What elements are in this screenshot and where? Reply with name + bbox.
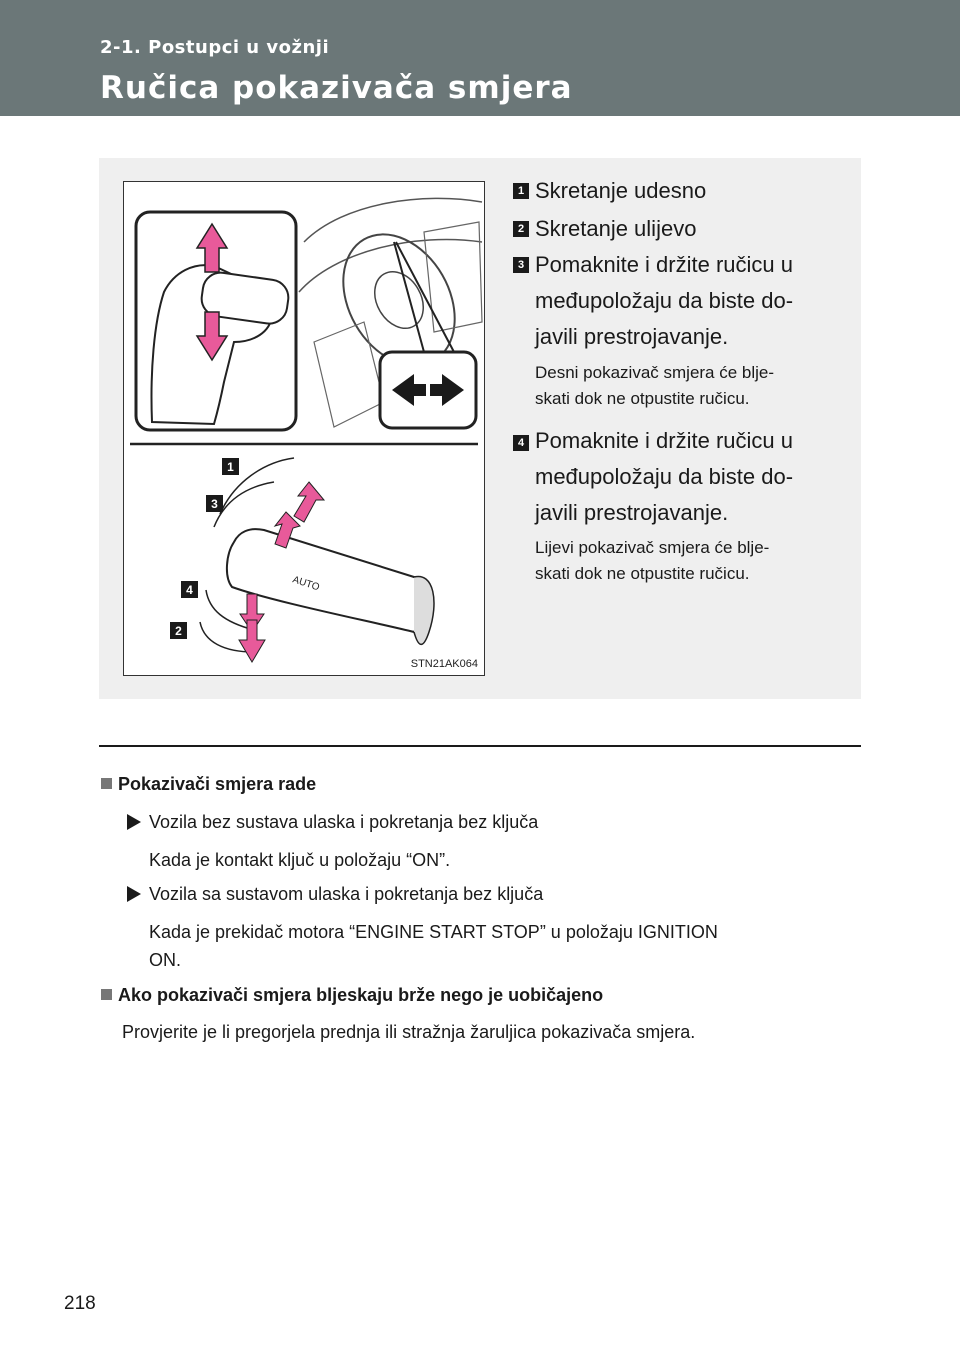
figure-label-3 bbox=[206, 495, 223, 512]
arrow-up-right-icon bbox=[294, 482, 324, 522]
note-item-2-line-2: ON. bbox=[149, 950, 182, 970]
note-item-1: Vozila bez sustava ulaska i pokretanja bez ključa bbox=[149, 812, 539, 832]
lever-auto-label: AUTO bbox=[291, 574, 321, 594]
caption-3-line-3: javili prestrojavanje. bbox=[535, 324, 729, 349]
caption-number-2: 2 bbox=[513, 221, 529, 237]
figure-label-4 bbox=[181, 581, 198, 598]
callout-line bbox=[396, 242, 454, 352]
figure-label-2 bbox=[170, 622, 187, 639]
figure-code: STN21AK064 bbox=[410, 658, 478, 670]
caption-4-line-1: Pomaknite i držite ručicu u bbox=[535, 428, 793, 453]
caption-4-line-2: međupoložaju da biste do- bbox=[535, 464, 794, 489]
lever-base bbox=[414, 576, 434, 644]
section-divider bbox=[99, 745, 861, 747]
note-heading-1-text: Pokazivači smjera rade bbox=[118, 774, 317, 794]
caption-4-line-3: javili prestrojavanje. bbox=[535, 500, 729, 525]
dashboard-panel bbox=[314, 322, 384, 427]
square-bullet-icon bbox=[101, 778, 112, 789]
caption-1-text: Skretanje udesno bbox=[535, 178, 707, 203]
svg-text:2: 2 bbox=[175, 624, 182, 638]
caption-3-line-1: Pomaknite i držite ručicu u bbox=[535, 252, 793, 277]
note-heading-2-text: Ako pokazivači smjera bljeskaju brže nego je uobičajeno bbox=[118, 985, 604, 1005]
turn-signal-illustration bbox=[123, 181, 485, 676]
caption-4-note-line-2: skati dok ne otpustite ručicu. bbox=[535, 564, 750, 583]
note-heading-2-text-body: Provjerite je li pregorjela prednja ili stražnja žaruljica pokazivača smjera. bbox=[122, 1022, 696, 1042]
note-heading-2 bbox=[101, 985, 603, 1006]
caption-3-note-line-2: skati dok ne otpustite ručicu. bbox=[535, 389, 750, 408]
section-label: 2-1. Postupci u vožnji bbox=[100, 37, 330, 58]
triangle-bullet-icon bbox=[127, 814, 141, 830]
svg-text:4: 4 bbox=[186, 583, 193, 597]
illustration-svg bbox=[124, 182, 484, 675]
note-item-2-line-1: Kada je prekidač motora “ENGINE START STOP” u položaju IGNITION bbox=[149, 922, 718, 942]
note-heading-1 bbox=[101, 774, 316, 795]
caption-number-1: 1 bbox=[513, 183, 529, 199]
page-number: 218 bbox=[64, 1293, 96, 1314]
dashboard-line bbox=[299, 239, 482, 292]
triangle-bullet-icon bbox=[127, 886, 141, 902]
svg-text:3: 3 bbox=[211, 497, 218, 511]
page-title: Ručica pokazivača smjera bbox=[100, 70, 573, 106]
callout-line bbox=[394, 242, 424, 352]
caption-3-note-line-1: Desni pokazivač smjera će blje- bbox=[535, 363, 775, 382]
caption-3-line-2: međupoložaju da biste do- bbox=[535, 288, 794, 313]
steering-hub bbox=[365, 263, 433, 337]
figure-label-1 bbox=[222, 458, 239, 475]
note-item-2: Vozila sa sustavom ulaska i pokretanja bez ključa bbox=[149, 884, 544, 904]
caption-number-3: 3 bbox=[513, 257, 529, 273]
svg-text:1: 1 bbox=[227, 460, 234, 474]
square-bullet-icon bbox=[101, 989, 112, 1000]
caption-2-text: Skretanje ulijevo bbox=[535, 216, 697, 241]
caption-4-note-line-1: Lijevi pokazivač smjera će blje- bbox=[535, 538, 770, 557]
center-console bbox=[424, 222, 482, 332]
caption-number-4: 4 bbox=[513, 435, 529, 451]
note-item-1-text: Kada je kontakt ključ u položaju “ON”. bbox=[149, 850, 451, 870]
page-header bbox=[0, 0, 960, 116]
